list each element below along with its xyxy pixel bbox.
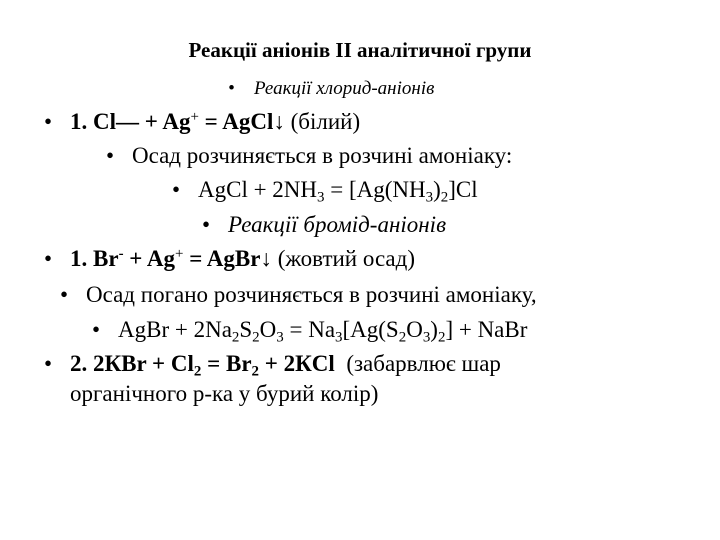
bromide-reaction bbox=[44, 247, 415, 270]
reaction-text: 2. 2КBr + Cl bbox=[70, 351, 194, 376]
bullet-icon: • bbox=[228, 78, 235, 99]
subscript: 2 bbox=[440, 189, 449, 206]
eq-text: ]Cl bbox=[448, 177, 478, 202]
subscript: 3 bbox=[425, 189, 434, 206]
bullet-icon: • bbox=[202, 212, 211, 237]
subscript: 3 bbox=[335, 329, 343, 346]
chloride-heading-text: Реакції хлорид-аніонів bbox=[254, 78, 435, 99]
charge-minus: — bbox=[116, 109, 145, 134]
chloride-reaction bbox=[44, 110, 360, 133]
note-text: Осад погано розчиняється в розчині амоніаку, bbox=[86, 282, 537, 307]
chloride-heading bbox=[228, 79, 434, 98]
eq-text: AgCl + 2NH bbox=[198, 177, 318, 202]
bromide-heading-text: Реакції бромід-аніонів bbox=[228, 212, 447, 237]
reaction-product: = AgBr↓ bbox=[183, 246, 272, 271]
eq-text: AgBr + 2Na bbox=[118, 317, 232, 342]
bromide-ammonia-note bbox=[60, 283, 537, 306]
bullet-icon: • bbox=[92, 317, 101, 342]
eq-text: ) bbox=[430, 317, 438, 342]
charge-minus: - bbox=[118, 245, 124, 262]
bullet-icon: • bbox=[60, 282, 69, 307]
eq-text: ] + NaBr bbox=[445, 317, 528, 342]
continuation-text: органічного р-ка у бурий колір) bbox=[70, 381, 379, 406]
subscript: 2 bbox=[252, 329, 260, 346]
subscript: 3 bbox=[317, 189, 325, 206]
eq-text: = [Ag(NH bbox=[324, 177, 426, 202]
reaction-text: + Ag bbox=[144, 109, 191, 134]
eq-text: [Ag(S bbox=[342, 317, 399, 342]
subscript: 2 bbox=[193, 363, 202, 380]
subscript: 3 bbox=[422, 329, 431, 346]
subscript: 2 bbox=[437, 329, 446, 346]
eq-text: O bbox=[406, 317, 423, 342]
reaction-note: (жовтий осад) bbox=[271, 246, 416, 271]
subscript: 2 bbox=[398, 329, 407, 346]
bromide-heading bbox=[202, 213, 446, 236]
chloride-ammonia-note bbox=[106, 144, 512, 167]
reaction-text: 1. Br bbox=[70, 246, 119, 271]
reaction-note: (забарвлює шар bbox=[334, 351, 501, 376]
eq-text: ) bbox=[433, 177, 441, 202]
bromide-chlorine-continuation bbox=[70, 382, 378, 405]
bullet-icon: • bbox=[172, 177, 181, 202]
bromide-chlorine-reaction bbox=[44, 351, 501, 380]
eq-text: S bbox=[239, 317, 253, 342]
subscript: 2 bbox=[231, 329, 240, 346]
charge-plus: + bbox=[190, 108, 199, 125]
reaction-text: + 2КCl bbox=[259, 351, 335, 376]
subscript: 2 bbox=[251, 363, 260, 380]
bullet-icon: • bbox=[44, 246, 53, 271]
charge-plus: + bbox=[175, 245, 184, 262]
bullet-icon: • bbox=[44, 109, 53, 134]
reaction-note: (білий) bbox=[284, 109, 361, 134]
reaction-product: = AgCl↓ bbox=[198, 109, 285, 134]
eq-text: O bbox=[259, 317, 277, 342]
bromide-thiosulfate-eq bbox=[92, 317, 528, 346]
reaction-text: + Ag bbox=[123, 246, 175, 271]
reaction-text: = Br bbox=[201, 351, 252, 376]
bullet-icon: • bbox=[106, 143, 115, 168]
note-text: Осад розчиняється в розчині амоніаку: bbox=[132, 143, 513, 168]
reaction-text: 1. Cl bbox=[70, 109, 116, 134]
chloride-ammonia-eq bbox=[172, 177, 478, 206]
subscript: 3 bbox=[276, 329, 284, 346]
slide-title: Реакції аніонів ІІ аналітичної групи bbox=[188, 38, 532, 62]
eq-text: = Na bbox=[283, 317, 336, 342]
bullet-icon: • bbox=[44, 351, 53, 376]
